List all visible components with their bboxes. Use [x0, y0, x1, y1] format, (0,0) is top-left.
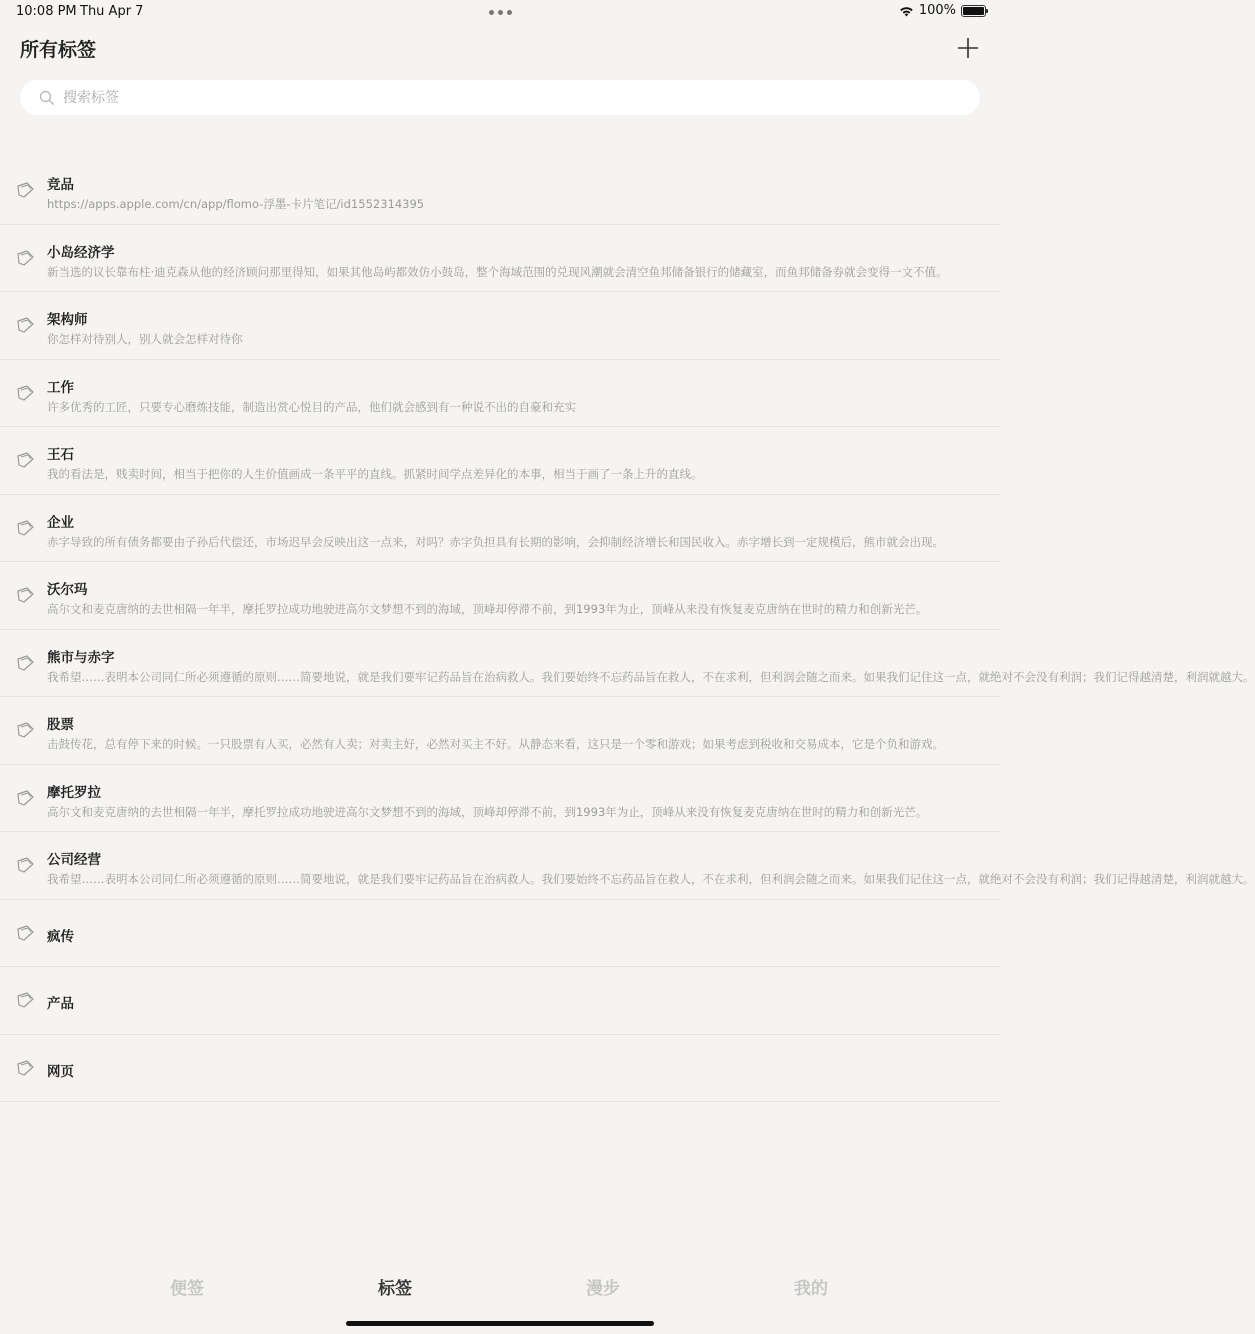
- tag-name: 网页: [47, 1063, 74, 1080]
- tag-row[interactable]: [0, 225, 1000, 293]
- tag-icon: [16, 518, 36, 538]
- tag-name: 王石: [47, 447, 74, 463]
- add-tag-button[interactable]: [956, 36, 980, 60]
- tag-name: 小岛经济学: [47, 244, 115, 261]
- tag-icon: [16, 450, 36, 470]
- tag-name: 公司经营: [47, 852, 101, 868]
- search-icon: [39, 90, 55, 106]
- multitasking-dots-icon[interactable]: [489, 10, 512, 15]
- tag-name: 企业: [47, 514, 74, 531]
- wifi-icon: [899, 5, 914, 17]
- tag-name: 产品: [47, 996, 74, 1012]
- tag-icon: [16, 653, 36, 673]
- tag-row[interactable]: [0, 562, 1000, 630]
- battery-icon: [961, 5, 986, 17]
- tag-row[interactable]: [0, 697, 1000, 765]
- tag-name: 沃尔玛: [47, 582, 88, 598]
- status-date: Thu Apr 7: [80, 4, 144, 19]
- tag-row[interactable]: [0, 832, 1255, 900]
- tag-preview: 许多优秀的工匠，只要专心磨炼技能，制造出赏心悦目的产品，他们就会感到有一种说不出的自豪和充实: [47, 399, 576, 414]
- tag-preview: 我的看法是，贱卖时间，相当于把你的人生价值画成一条平平的直线。抓紧时间学点差异化的本事，相当于画了一条上升的直线。: [47, 467, 703, 481]
- tag-icon: [16, 248, 36, 268]
- status-bar: [0, 0, 1000, 24]
- tag-row[interactable]: [0, 900, 1000, 968]
- tag-preview: 赤字导致的所有债务都要由子孙后代偿还，市场迟早会反映出这一点来，对吗？赤字负担具有长期的影响，会抑制经济增长和国民收入。赤字增长到一定规模后，熊市就会出现。: [47, 534, 944, 549]
- tag-icon: [16, 1058, 36, 1078]
- tag-name: 熊市与赤字: [47, 649, 115, 666]
- tag-name: 股票: [47, 717, 74, 733]
- tag-icon: [16, 315, 36, 335]
- tab-0[interactable]: 便签: [170, 1279, 204, 1299]
- tab-3[interactable]: 我的: [794, 1279, 828, 1299]
- tag-preview: 高尔文和麦克唐纳的去世相隔一年半，摩托罗拉成功地驶进高尔文梦想不到的海域，顶峰却停滞不前，到1993年为止，顶峰从来没有恢复麦克唐纳在世时的精力和创新光芒。: [47, 804, 928, 819]
- tag-row[interactable]: [0, 157, 1000, 225]
- tag-name: 竞品: [47, 177, 74, 193]
- tag-name: 架构师: [47, 312, 88, 328]
- tag-preview: 新当选的议长靠布柱·迪克森从他的经济顾问那里得知，如果其他岛屿都效仿小鼓岛，整个海域范围的兑现风潮就会清空鱼邦储备银行的储藏室，而鱼邦储备券就会变得一文不值。: [47, 264, 948, 279]
- tag-row[interactable]: [0, 495, 1000, 563]
- tag-preview: https://apps.apple.com/cn/app/flomo-浮墨-卡片笔记/id1552314395: [47, 197, 425, 211]
- tab-2[interactable]: 漫步: [586, 1279, 620, 1299]
- search-bar[interactable]: [20, 80, 980, 115]
- battery-percent: 100%: [918, 3, 956, 18]
- tag-preview: 我希望……表明本公司同仁所必须遵循的原则……简要地说，就是我们要牢记药品旨在治病救人。我们要始终不忘药品旨在救人，不在求利，但利润会随之而来。如果我们记住这一点，就绝对不会没有利润；我们记得越清楚，利润就越大。: [47, 669, 1255, 684]
- tag-preview: 击鼓传花，总有停下来的时候。一只股票有人买，必然有人卖；对卖主好，必然对买主不好。从静态来看，这只是一个零和游戏；如果考虑到税收和交易成本，它是个负和游戏。: [47, 737, 944, 751]
- tag-icon: [16, 180, 36, 200]
- tag-preview: 你怎样对待别人，别人就会怎样对待你: [47, 332, 243, 346]
- tag-row[interactable]: [0, 630, 1255, 698]
- status-time: 10:08 PM: [16, 4, 77, 19]
- tag-row[interactable]: [0, 765, 1000, 833]
- tag-icon: [16, 923, 36, 943]
- tag-icon: [16, 788, 36, 808]
- home-indicator: [346, 1321, 654, 1326]
- tag-row[interactable]: [0, 427, 1000, 495]
- tag-icon: [16, 990, 36, 1010]
- tag-name: 疯传: [47, 928, 74, 945]
- tag-icon: [16, 383, 36, 403]
- status-right: [899, 3, 986, 18]
- tag-preview: 我希望……表明本公司同仁所必须遵循的原则……简要地说，就是我们要牢记药品旨在治病救人。我们要始终不忘药品旨在救人，不在求利，但利润会随之而来。如果我们记住这一点，就绝对不会没有利润；我们记得越清楚，利润就越大。: [47, 872, 1255, 886]
- plus-icon: [956, 36, 980, 60]
- tag-icon: [16, 720, 36, 740]
- tag-name: 摩托罗拉: [47, 784, 101, 801]
- tag-name: 工作: [47, 379, 74, 396]
- search-input[interactable]: [63, 90, 943, 106]
- tag-row[interactable]: [0, 292, 1000, 360]
- tag-row[interactable]: [0, 360, 1000, 428]
- tag-icon: [16, 585, 36, 605]
- tag-icon: [16, 855, 36, 875]
- battery-fill: [963, 7, 984, 15]
- tag-preview: 高尔文和麦克唐纳的去世相隔一年半，摩托罗拉成功地驶进高尔文梦想不到的海域，顶峰却停滞不前，到1993年为止，顶峰从来没有恢复麦克唐纳在世时的精力和创新光芒。: [47, 602, 928, 616]
- tag-row[interactable]: [0, 967, 1000, 1035]
- page-title: 所有标签: [20, 39, 97, 61]
- tag-row[interactable]: [0, 1035, 1000, 1103]
- tag-list: [0, 157, 1255, 1102]
- tab-1[interactable]: 标签: [378, 1279, 412, 1299]
